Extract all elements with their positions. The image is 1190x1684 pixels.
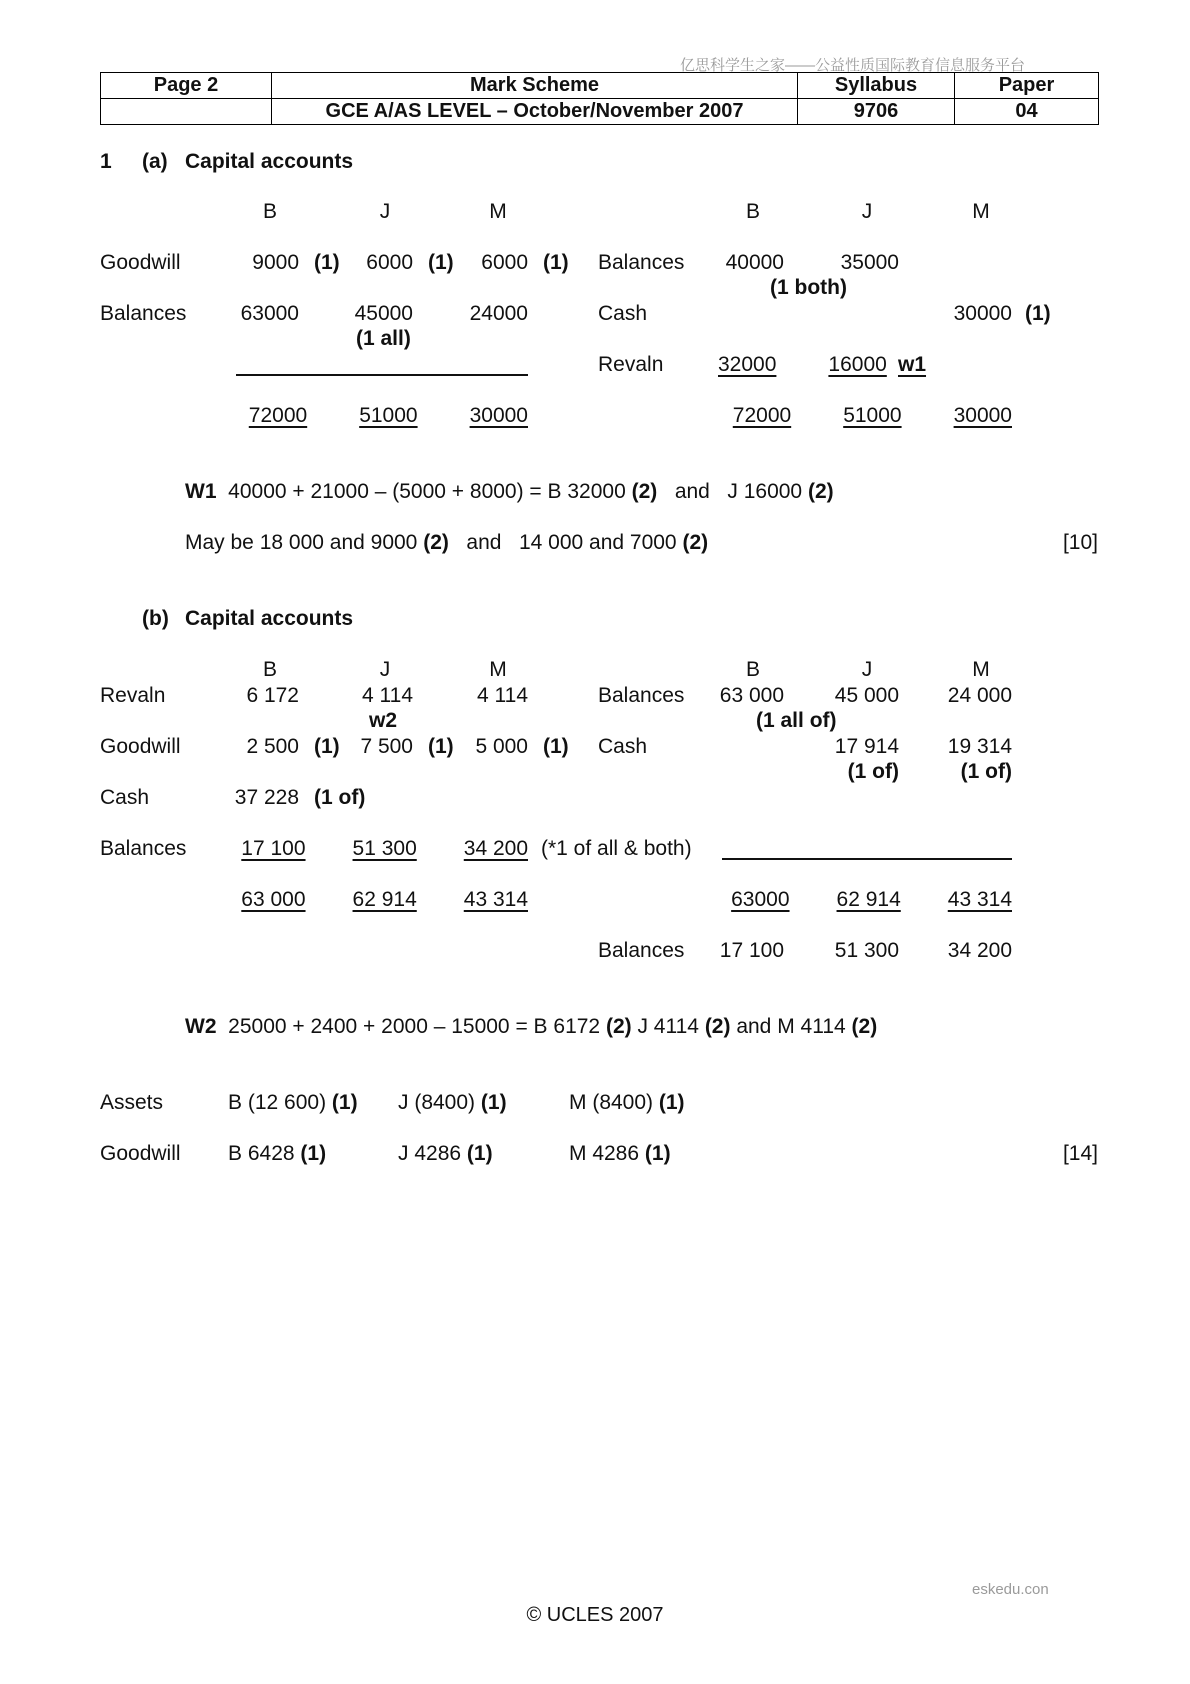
part-b-title: Capital accounts <box>185 607 354 630</box>
w2-text2: J 4114 <box>637 1015 699 1038</box>
goodwill2-m-value: M 4286 <box>569 1142 640 1165</box>
revaln-j: 4 114 <box>362 684 413 707</box>
assets-b-value: B (12 600) <box>228 1091 327 1114</box>
header-syllabus: 9706 <box>798 99 955 125</box>
row-label-balances: Balances <box>598 939 685 962</box>
total-dr-values <box>236 404 528 428</box>
assets-j-value: J (8400) <box>398 1091 476 1114</box>
mark: (1) <box>466 1142 493 1165</box>
mark: (1) <box>1025 302 1051 325</box>
mark: (2) <box>807 480 834 503</box>
balances-cd-m: 34 200 <box>947 939 1012 962</box>
w2-label: W2 <box>185 1015 217 1038</box>
w1-label: W1 <box>185 480 217 503</box>
total-cr-m: 30000 <box>953 404 1012 427</box>
row-label-cash: Cash <box>100 786 150 809</box>
mark: (1 of) <box>847 760 899 783</box>
total-dr-values <box>232 888 528 912</box>
mark: (1) <box>314 251 340 274</box>
row-label-balances: Balances <box>598 251 685 274</box>
total-cr-b: 72000 <box>732 404 792 427</box>
workings-ref: w1 <box>898 353 927 376</box>
goodwill-m: 5 000 <box>475 735 528 758</box>
total-cr-m: 43 314 <box>947 888 1012 911</box>
col-header-b: B <box>262 200 277 223</box>
mark: (1) <box>314 735 340 758</box>
cash-cr-m: 30000 <box>953 302 1012 325</box>
footer-copyright: © UCLES 2007 <box>526 1604 664 1626</box>
alt-text2: 14 000 and 7000 <box>518 531 677 554</box>
question-number: 1 <box>100 150 112 173</box>
balances-dr-m: 24000 <box>469 302 528 325</box>
goodwill-j: 7 500 <box>360 735 413 758</box>
w2-text3: and M 4114 <box>736 1015 846 1038</box>
goodwill2-j-value: J 4286 <box>398 1142 462 1165</box>
mark: (2) <box>423 531 449 554</box>
row-label-balances: Balances <box>100 302 187 325</box>
row-label-balances: Balances <box>100 837 187 860</box>
header-paper: 04 <box>955 99 1099 125</box>
mark: (1) <box>428 735 454 758</box>
balances-dr-m: 34 200 <box>463 837 528 860</box>
assets-j <box>398 1091 507 1115</box>
balances-cr-b: 63 000 <box>719 684 784 707</box>
workings-w1 <box>185 480 834 504</box>
workings-ref: w2 <box>369 709 398 732</box>
mark: (2) <box>631 480 658 503</box>
balances-cd-j: 51 300 <box>834 939 899 962</box>
assets-b <box>228 1091 358 1115</box>
col-header-b: B <box>745 200 760 223</box>
col-header-j: J <box>861 200 873 223</box>
assets-m <box>569 1091 685 1115</box>
total-cr-j: 62 914 <box>836 888 901 911</box>
goodwill2-j <box>398 1142 493 1166</box>
watermark-top: 亿思科学生之家——公益性质国际教育信息服务平台 <box>680 57 1026 74</box>
balances-dr-values <box>232 837 528 861</box>
mark: (1) <box>480 1091 507 1114</box>
revaln-cr-b: 32000 <box>718 353 777 376</box>
total-dr-m: 30000 <box>469 404 528 427</box>
balances-dr-j: 51 300 <box>352 837 417 860</box>
part-a-title: Capital accounts <box>185 150 354 173</box>
col-header-j: J <box>379 658 391 681</box>
total-cr-j: 51000 <box>843 404 902 427</box>
revaln-m: 4 114 <box>477 684 528 707</box>
goodwill-j: 6000 <box>366 251 413 274</box>
mark: (2) <box>851 1015 878 1038</box>
mark: (1 both) <box>770 276 847 299</box>
header-page: Page 2 <box>101 73 272 99</box>
watermark-bottom: eskedu.con <box>972 1581 1049 1598</box>
w1-text2: J 16000 <box>727 480 803 503</box>
part-b-total-marks: [14] <box>1062 1142 1098 1165</box>
mark: (1) <box>543 735 569 758</box>
mark: (1 all) <box>356 327 411 350</box>
balances-cr-j: 35000 <box>840 251 899 274</box>
col-header-m: M <box>972 658 990 681</box>
row-label-revaln: Revaln <box>598 353 664 376</box>
workings-w2 <box>185 1015 877 1039</box>
col-header-m: M <box>489 658 507 681</box>
row-label-goodwill: Goodwill <box>100 251 181 274</box>
w1-text1: 40000 + 21000 – (5000 + 8000) = B 32000 <box>228 480 626 503</box>
header-table <box>100 72 1099 125</box>
cash-cr-m: 19 314 <box>947 735 1012 758</box>
row-label-revaln: Revaln <box>100 684 166 707</box>
row-label-cash: Cash <box>598 735 648 758</box>
mark: (2) <box>682 531 709 554</box>
goodwill2-b-value: B 6428 <box>228 1142 295 1165</box>
part-b-label: (b) <box>142 607 169 630</box>
balances-dr-b: 17 100 <box>241 837 306 860</box>
balances-dr-b: 63000 <box>240 302 299 325</box>
total-dr-m: 43 314 <box>463 888 528 911</box>
goodwill2-m <box>569 1142 671 1166</box>
mark: (1 of) <box>960 760 1012 783</box>
subtotal-rule <box>236 374 528 376</box>
part-a-total-marks: [10] <box>1062 531 1098 554</box>
mark: (1 all of) <box>756 709 837 732</box>
row-label-cash: Cash <box>598 302 648 325</box>
col-header-j: J <box>379 200 391 223</box>
assets-m-value: M (8400) <box>569 1091 654 1114</box>
col-header-m: M <box>489 200 507 223</box>
balances-cr-j: 45 000 <box>834 684 899 707</box>
balances-dr-j: 45000 <box>354 302 413 325</box>
col-header-b: B <box>745 658 760 681</box>
alt-text1: May be 18 000 and 9000 <box>185 531 418 554</box>
total-dr-j: 62 914 <box>352 888 417 911</box>
total-cr-values <box>718 888 1012 912</box>
revaln-b: 6 172 <box>246 684 299 707</box>
row-label-goodwill: Goodwill <box>100 735 181 758</box>
subtotal-rule <box>722 858 1012 860</box>
total-dr-b: 63 000 <box>241 888 306 911</box>
row-label-goodwill: Goodwill <box>100 1142 181 1165</box>
goodwill-b: 9000 <box>252 251 299 274</box>
col-header-b: B <box>262 658 277 681</box>
total-cr-values <box>718 404 1012 428</box>
revaln-cr-j: 16000 <box>828 353 887 376</box>
mark: (1) <box>543 251 569 274</box>
header-syllabus-label: Syllabus <box>798 73 955 99</box>
part-a-label: (a) <box>142 150 168 173</box>
balances-cr-m: 24 000 <box>947 684 1012 707</box>
cash-cr-j: 17 914 <box>834 735 899 758</box>
cash-dr-b: 37 228 <box>234 786 299 809</box>
revaln-cr-b-j <box>718 353 887 377</box>
goodwill-m: 6000 <box>481 251 528 274</box>
col-header-j: J <box>861 658 873 681</box>
col-header-m: M <box>972 200 990 223</box>
header-subtitle: GCE A/AS LEVEL – October/November 2007 <box>272 99 798 125</box>
mark-note: (*1 of all & both) <box>541 837 692 860</box>
total-cr-b: 63000 <box>731 888 790 911</box>
alternative-answer <box>185 531 708 555</box>
total-dr-j: 51000 <box>359 404 418 427</box>
total-dr-b: 72000 <box>248 404 308 427</box>
mark: (1 of) <box>314 786 366 809</box>
mark: (1) <box>644 1142 671 1165</box>
row-label-balances: Balances <box>598 684 685 707</box>
w2-text1: 25000 + 2400 + 2000 – 15000 = B 6172 <box>228 1015 601 1038</box>
mark: (2) <box>704 1015 731 1038</box>
header-paper-label: Paper <box>955 73 1099 99</box>
alt-and: and <box>466 531 502 554</box>
header-empty <box>101 99 272 125</box>
goodwill-b: 2 500 <box>246 735 299 758</box>
mark: (1) <box>331 1091 358 1114</box>
mark: (1) <box>300 1142 327 1165</box>
balances-cr-b: 40000 <box>725 251 784 274</box>
row-label-assets: Assets <box>100 1091 164 1114</box>
w1-and: and <box>674 480 710 503</box>
balances-cd-b: 17 100 <box>719 939 784 962</box>
mark: (2) <box>605 1015 632 1038</box>
mark: (1) <box>658 1091 685 1114</box>
mark: (1) <box>428 251 454 274</box>
goodwill2-b <box>228 1142 326 1166</box>
header-title: Mark Scheme <box>272 73 798 99</box>
